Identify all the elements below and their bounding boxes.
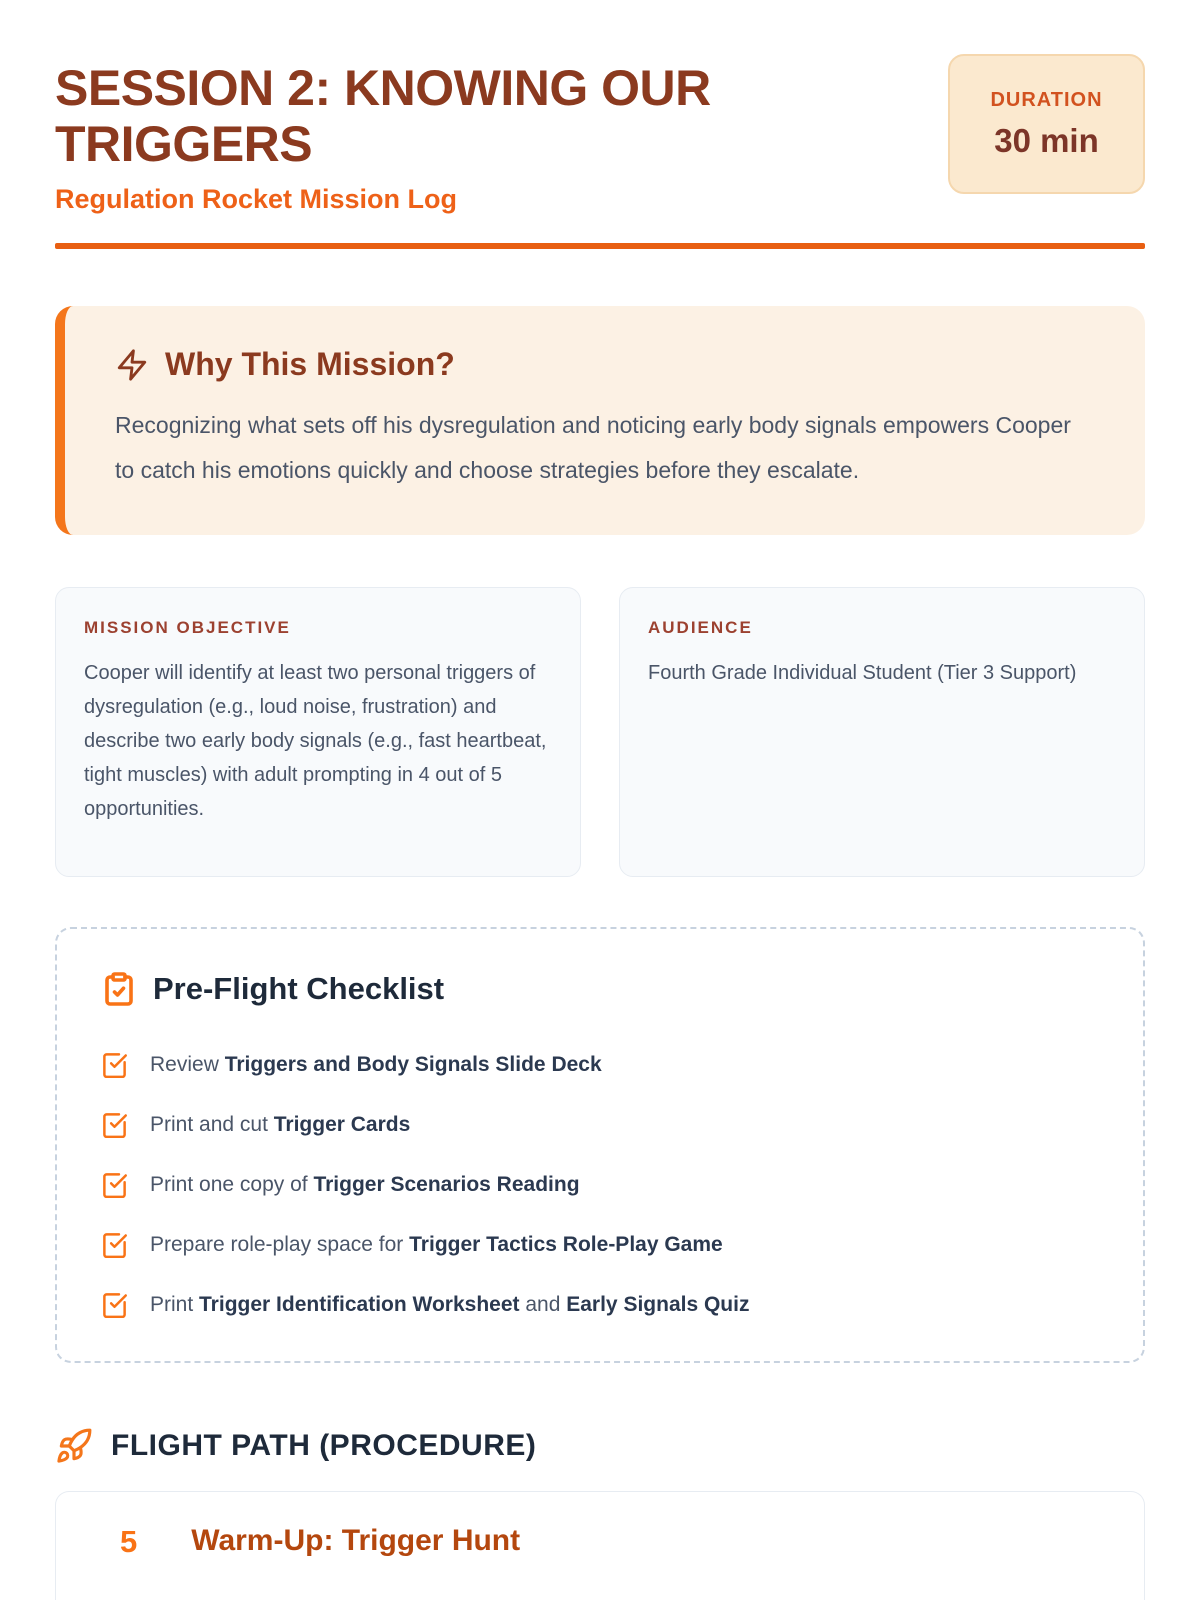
checklist-item-text: Prepare role-play space for Trigger Tactics Role-Play Game	[150, 1232, 723, 1256]
step-number: 5	[120, 1524, 138, 1559]
checkbox-checked-icon[interactable]	[101, 1051, 128, 1078]
checklist-item-text: Print one copy of Trigger Scenarios Reading	[150, 1172, 580, 1196]
audience-label: AUDIENCE	[648, 618, 753, 637]
checklist-item	[101, 1111, 1099, 1138]
section-divider	[55, 243, 1145, 249]
checkbox-checked-icon[interactable]	[101, 1291, 128, 1318]
page-title: SESSION 2: KNOWING OUR TRIGGERS	[55, 60, 711, 172]
checklist-item	[101, 1051, 1099, 1078]
procedure-card	[55, 1491, 1145, 1600]
page-subtitle: Regulation Rocket Mission Log	[55, 184, 458, 214]
step-title: Warm-Up: Trigger Hunt	[191, 1524, 521, 1557]
duration-label: DURATION	[990, 88, 1103, 111]
duration-value: 30 min	[994, 121, 1099, 159]
preflight-checklist	[55, 927, 1145, 1363]
checkbox-checked-icon[interactable]	[101, 1111, 128, 1138]
checkbox-checked-icon[interactable]	[101, 1231, 128, 1258]
header-titles	[55, 60, 735, 215]
header	[55, 60, 1145, 215]
duration-badge	[948, 54, 1145, 194]
audience-body: Fourth Grade Individual Student (Tier 3 Support)	[648, 662, 1077, 684]
checklist-item-text: Review Triggers and Body Signals Slide Deck	[150, 1052, 602, 1076]
checklist-title: Pre-Flight Checklist	[153, 971, 445, 1006]
mission-objective-label: MISSION OBJECTIVE	[84, 618, 291, 637]
why-mission-card	[55, 306, 1145, 535]
why-mission-body: Recognizing what sets off his dysregulation and noticing early body signals empowers Cooper to catch his emotions quickly and choose strategies before they escalate.	[115, 412, 1071, 483]
lightning-bolt-icon	[115, 348, 149, 382]
checkbox-checked-icon[interactable]	[101, 1171, 128, 1198]
mission-objective-card	[55, 587, 581, 877]
info-card-grid	[55, 587, 1145, 877]
flight-path-heading	[55, 1427, 1145, 1465]
mission-objective-body: Cooper will identify at least two personal triggers of dysregulation (e.g., loud noise, frustration) and describe two early body signals (e.g., fast heartbeat, tight muscles) with adult prompting in 4 out of 5 opportunities.	[84, 662, 547, 820]
checklist-item-text: Print and cut Trigger Cards	[150, 1112, 411, 1136]
checklist-item	[101, 1171, 1099, 1198]
checklist-item	[101, 1231, 1099, 1258]
clipboard-check-icon	[101, 971, 137, 1007]
flight-path-title: FLIGHT PATH (PROCEDURE)	[111, 1429, 537, 1462]
audience-card	[619, 587, 1145, 877]
checklist-item-text: Print Trigger Identification Worksheet and Early Signals Quiz	[150, 1292, 750, 1316]
checklist-item	[101, 1291, 1099, 1318]
rocket-icon	[55, 1427, 93, 1465]
why-mission-title: Why This Mission?	[165, 346, 455, 382]
